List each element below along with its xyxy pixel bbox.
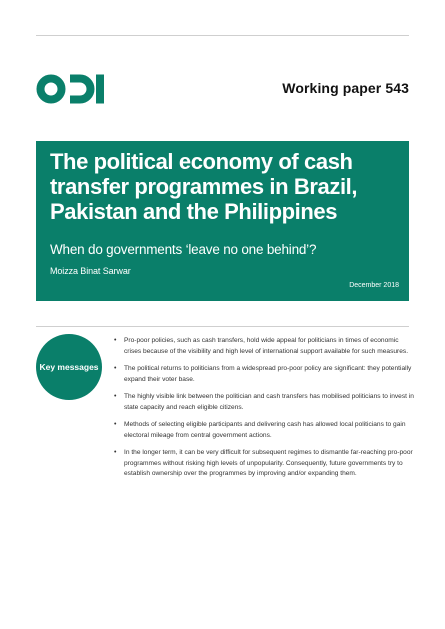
author-name: Moizza Binat Sarwar: [50, 266, 131, 276]
top-divider: [36, 35, 409, 36]
section-divider: [36, 326, 409, 327]
list-item-text: Pro-poor policies, such as cash transfers, hold wide appeal for politicians in times of economic crises because of the visibility and high level of international support available for such measures.: [124, 337, 409, 355]
list-item-text: The political returns to politicians from a widespread pro-poor policy are significant: they potentially expand their voter base.: [124, 365, 412, 383]
odi-logo-icon: [36, 74, 112, 104]
list-item: [114, 336, 414, 357]
title-banner: [36, 141, 409, 301]
list-item-text: The highly visible link between the politician and cash transfers has mobilised politicians to invest in state capacity and reach eligible citizens.: [124, 393, 414, 411]
key-messages-label: Key messages: [39, 362, 99, 372]
bullet-icon: •: [114, 421, 117, 428]
key-messages-list: [114, 336, 414, 487]
publication-date: December 2018: [349, 282, 399, 289]
list-item: [114, 448, 414, 480]
page-subtitle: When do governments ‘leave no one behind’?: [50, 242, 317, 257]
bullet-icon: •: [114, 393, 117, 400]
page-title: The political economy of cash transfer programmes in Brazil, Pakistan and the Philippines: [50, 149, 358, 224]
list-item: [114, 364, 414, 385]
list-item: [114, 392, 414, 413]
bullet-icon: •: [114, 449, 117, 456]
list-item: [114, 420, 414, 441]
bullet-icon: •: [114, 365, 117, 372]
key-messages-badge: [36, 334, 102, 400]
bullet-icon: •: [114, 337, 117, 344]
working-paper-label: Working paper 543: [282, 80, 409, 96]
list-item-text: Methods of selecting eligible participants and delivering cash has allowed local politicians to gain electoral mileage from central government actions.: [124, 421, 406, 439]
list-item-text: In the longer term, it can be very difficult for subsequent regimes to dismantle far-reaching pro-poor programmes without risking high levels of unpopularity. Consequently, future governments try to establish ownership over the programmes by improving and/or expanding them.: [124, 449, 413, 477]
